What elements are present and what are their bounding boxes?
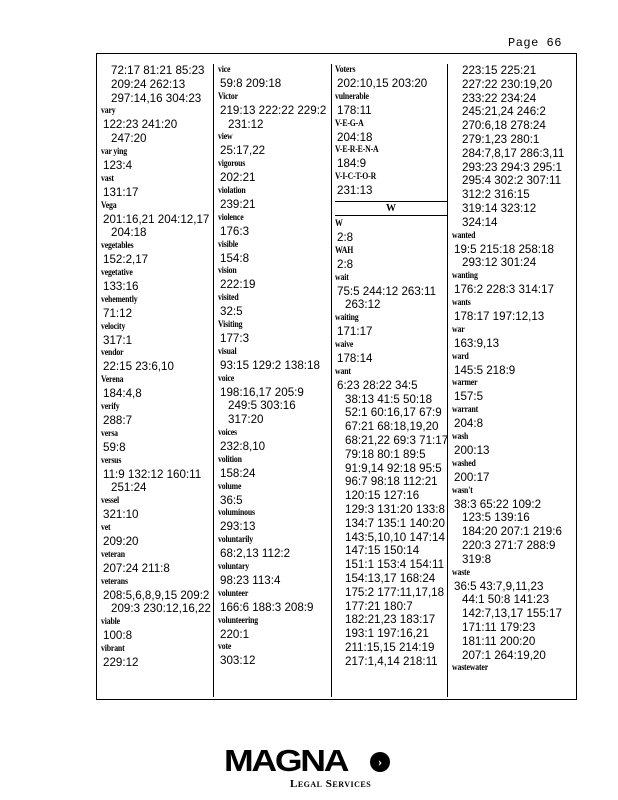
- index-word: ward: [452, 351, 469, 362]
- index-word: W: [335, 218, 343, 229]
- logo-arrow-icon: ›: [370, 752, 390, 772]
- page-line-citation: 232:8,10: [220, 439, 266, 453]
- page-line-citation: 200:17: [454, 470, 490, 484]
- index-word: vendor: [101, 348, 124, 359]
- index-word: Vega: [101, 200, 117, 211]
- index-word: WAH: [335, 245, 354, 256]
- page-line-citation: 303:12: [220, 654, 256, 668]
- page-line-citation: 154:8: [220, 251, 250, 265]
- page-line-citation: 59:8: [103, 440, 126, 454]
- index-word: viable: [101, 617, 120, 628]
- page-line-citation: 219:13 222:22 229:2: [220, 103, 327, 117]
- magna-logo: [224, 744, 394, 794]
- index-word: wanted: [452, 230, 476, 241]
- page-line-citation: 177:21 180:7: [345, 599, 413, 613]
- index-word: vulnerable: [335, 91, 369, 102]
- page-line-citation: 208:5,6,8,9,15 209:2: [103, 588, 210, 602]
- logo-wordmark: MAGNA: [224, 743, 348, 778]
- index-column-4: [452, 64, 564, 675]
- page-line-citation: 129:3 131:20 133:8: [345, 502, 445, 516]
- index-word: veteran: [101, 549, 125, 560]
- logo-subtitle: Legal Services: [290, 778, 372, 790]
- page-line-citation: 134:7 135:1 140:20: [345, 516, 445, 530]
- page-line-citation: 223:15 225:21: [462, 64, 537, 77]
- page-line-citation: 131:17: [103, 185, 139, 199]
- page-line-citation: 220:1: [220, 627, 250, 641]
- index-word: visited: [218, 293, 239, 304]
- page-line-citation: 284:7,8,17 286:3,11: [462, 146, 565, 160]
- page-line-citation: 142:7,13,17 155:17: [462, 607, 562, 621]
- page-line-citation: 251:24: [111, 481, 147, 495]
- index-word: vary: [101, 106, 116, 117]
- page-line-citation: 319:8: [462, 552, 492, 566]
- index-word: want: [335, 366, 351, 377]
- page-line-citation: 209:3 230:12,16,22: [111, 602, 211, 616]
- page-line-citation: 293:23 294:3 295:1: [462, 160, 562, 174]
- page-line-citation: 171:11 179:23: [462, 620, 536, 634]
- index-word: wants: [452, 297, 471, 308]
- index-word: visual: [218, 346, 237, 357]
- page-line-citation: 209:20: [103, 534, 139, 548]
- index-column-2: [218, 64, 330, 668]
- page-line-citation: 133:16: [103, 279, 139, 293]
- index-word: voluminous: [218, 508, 255, 519]
- index-word: volume: [218, 481, 242, 492]
- index-word: vision: [218, 266, 237, 277]
- index-word: waive: [335, 339, 354, 350]
- page-line-citation: 222:19: [220, 278, 256, 292]
- index-column-1: [101, 64, 213, 670]
- page-line-citation: 52:1 60:16,17 67:9: [345, 406, 442, 420]
- page-line-citation: 123:5 139:16: [462, 511, 530, 525]
- page-line-citation: 19:5 215:18 258:18: [454, 242, 554, 256]
- page-line-citation: 297:14,16 304:23: [111, 91, 202, 105]
- section-letter-heading: W: [335, 201, 447, 216]
- index-word: vessel: [101, 496, 120, 507]
- page-line-citation: 227:22 230:19,20: [462, 77, 553, 91]
- index-word: vehemently: [101, 294, 138, 305]
- index-word: vet: [101, 522, 111, 533]
- page-line-citation: 166:6 188:3 208:9: [220, 600, 314, 614]
- page-line-citation: 184:4,8: [103, 387, 142, 401]
- page-line-citation: 177:3: [220, 331, 250, 345]
- index-word: Visiting: [218, 319, 243, 330]
- index-word: velocity: [101, 321, 126, 332]
- page-line-citation: 151:1 153:4 154:11: [345, 558, 445, 572]
- index-word: Victor: [218, 91, 238, 102]
- index-word: violence: [218, 212, 244, 223]
- index-word: violation: [218, 185, 246, 196]
- page-line-citation: 25:17,22: [220, 144, 266, 158]
- page-line-citation: 263:12: [345, 298, 381, 312]
- page-line-citation: 231:13: [337, 184, 373, 198]
- page-line-citation: 295:4 302:2 307:11: [462, 174, 562, 188]
- page-line-citation: 98:23 113:4: [220, 573, 281, 587]
- index-word: voice: [218, 373, 235, 384]
- page-line-citation: 2:8: [337, 257, 354, 271]
- page-line-citation: 293:12 301:24: [462, 256, 537, 270]
- word-index-box: [96, 53, 577, 700]
- index-word: veterans: [101, 576, 128, 587]
- page-line-citation: 163:9,13: [454, 336, 500, 350]
- index-word: vice: [218, 65, 231, 75]
- index-word: wanting: [452, 271, 478, 282]
- page-line-citation: 75:5 244:12 263:11: [337, 284, 437, 298]
- index-word: war: [452, 324, 465, 335]
- page-line-citation: 6:23 28:22 34:5: [337, 378, 418, 392]
- page-line-citation: 158:24: [220, 466, 256, 480]
- index-word: vegetative: [101, 267, 133, 278]
- page-line-citation: 36:5: [220, 493, 243, 507]
- index-word: Voters: [335, 65, 356, 75]
- index-word: waste: [452, 567, 470, 578]
- page-line-citation: 200:13: [454, 443, 490, 457]
- page-line-citation: 249:5 303:16: [228, 399, 296, 413]
- page-line-citation: 247:20: [111, 132, 147, 146]
- page-line-citation: 91:9,14 92:18 95:5: [345, 461, 442, 475]
- page-line-citation: 72:17 81:21 85:23: [111, 64, 205, 77]
- page-line-citation: 319:14 323:12: [462, 201, 537, 215]
- page-line-citation: 143:5,10,10 147:14: [345, 530, 445, 544]
- page-line-citation: 317:20: [228, 413, 264, 427]
- index-word: wash: [452, 431, 469, 442]
- index-word: V-I-C-T-O-R: [335, 172, 377, 183]
- page-line-citation: 317:1: [103, 333, 133, 347]
- page-line-citation: 324:14: [462, 215, 498, 229]
- index-word: voices: [218, 427, 237, 438]
- index-word: view: [218, 132, 233, 143]
- page-line-citation: 176:2 228:3 314:17: [454, 283, 554, 297]
- index-word: visible: [218, 239, 239, 250]
- page-line-citation: 157:5: [454, 390, 484, 404]
- index-word: waiting: [335, 313, 359, 324]
- page-line-citation: 211:15,15 214:19: [345, 640, 435, 654]
- page-line-citation: 202:21: [220, 171, 256, 185]
- index-word: wasn't: [452, 485, 473, 496]
- index-word: V-E-G-A: [335, 118, 364, 129]
- page-line-citation: 198:16,17 205:9: [220, 385, 304, 399]
- page-line-citation: 44:1 50:8 141:23: [462, 593, 550, 607]
- page-line-citation: 2:8: [337, 230, 354, 244]
- page-line-citation: 68:2,13 112:2: [220, 547, 291, 561]
- page-line-citation: 239:21: [220, 197, 256, 211]
- page-line-citation: 11:9 132:12 160:11: [103, 467, 202, 481]
- page-line-citation: 122:23 241:20: [103, 118, 178, 132]
- page-line-citation: 182:21,23 183:17: [345, 613, 436, 627]
- page-line-citation: 38:3 65:22 109:2: [454, 497, 542, 511]
- page-line-citation: 312:2 316:15: [462, 188, 530, 202]
- page-line-citation: 207:1 264:19,20: [462, 648, 546, 662]
- index-word: versus: [101, 455, 122, 466]
- page-line-citation: 71:12: [103, 306, 133, 320]
- index-word: voluntarily: [218, 535, 253, 546]
- page-line-citation: 201:16,21 204:12,17: [103, 212, 210, 226]
- page-line-citation: 59:8 209:18: [220, 77, 282, 90]
- page-line-citation: 321:10: [103, 508, 139, 522]
- page-line-citation: 245:21,24 246:2: [462, 105, 546, 119]
- column-divider: [213, 64, 214, 697]
- page-line-citation: 184:9: [337, 157, 367, 171]
- page-line-citation: 67:21 68:18,19,20: [345, 420, 439, 434]
- page-line-citation: 209:24 262:13: [111, 77, 186, 91]
- page-line-citation: 120:15 127:16: [345, 489, 420, 503]
- page-line-citation: 100:8: [103, 629, 133, 643]
- page-line-citation: 181:11 200:20: [462, 634, 536, 648]
- page-line-citation: 204:18: [337, 130, 373, 144]
- page-line-citation: 178:17 197:12,13: [454, 309, 545, 323]
- index-word: vibrant: [101, 643, 125, 654]
- index-word: warrant: [452, 405, 479, 416]
- page-line-citation: 68:21,22 69:3 71:17: [345, 433, 449, 447]
- page-line-citation: 184:20 207:1 219:6: [462, 525, 562, 539]
- page-line-citation: 176:3: [220, 224, 250, 238]
- page-line-citation: 79:18 80:1 89:5: [345, 447, 426, 461]
- page-line-citation: 123:4: [103, 158, 133, 172]
- page-line-citation: 93:15 129:2 138:18: [220, 358, 320, 372]
- page-line-citation: 204:18: [111, 226, 147, 240]
- page-line-citation: 229:12: [103, 655, 139, 669]
- index-word: Verena: [101, 375, 124, 386]
- index-word: var ying: [101, 146, 128, 157]
- page-line-citation: 279:1,23 280:1: [462, 132, 540, 146]
- index-word: vigorous: [218, 159, 246, 170]
- index-word: washed: [452, 458, 476, 469]
- index-word: volunteering: [218, 615, 259, 626]
- page-line-citation: 270:6,18 278:24: [462, 119, 546, 133]
- page-line-citation: 22:15 23:6,10: [103, 360, 174, 374]
- page-line-citation: 193:1 197:16,21: [345, 627, 429, 641]
- page-line-citation: 154:13,17 168:24: [345, 571, 436, 585]
- page-line-citation: 96:7 98:18 112:21: [345, 475, 438, 489]
- index-word: vegetables: [101, 241, 134, 252]
- page-line-citation: 178:14: [337, 351, 373, 365]
- index-word: V-E-R-E-N-A: [335, 145, 379, 156]
- page-line-citation: 231:12: [228, 117, 264, 131]
- page-line-citation: 38:13 41:5 50:18: [345, 392, 433, 406]
- page-line-citation: 171:17: [337, 325, 373, 339]
- page-line-citation: 220:3 271:7 288:9: [462, 538, 556, 552]
- index-column-3: [335, 64, 447, 669]
- page-line-citation: 175:2 177:11,17,18: [345, 585, 445, 599]
- page-line-citation: 178:11: [337, 103, 372, 117]
- index-word: volunteer: [218, 588, 249, 599]
- column-divider: [331, 64, 332, 697]
- page-line-citation: 204:8: [454, 417, 484, 431]
- page-line-citation: 145:5 218:9: [454, 363, 516, 377]
- page-line-citation: 288:7: [103, 413, 133, 427]
- index-word: vote: [218, 642, 232, 653]
- page-line-citation: 202:10,15 203:20: [337, 77, 428, 90]
- page-line-citation: 152:2,17: [103, 253, 149, 267]
- index-word: verify: [101, 401, 120, 412]
- page-line-citation: 293:13: [220, 520, 256, 534]
- index-word: volition: [218, 454, 242, 465]
- page-line-citation: 217:1,4,14 218:11: [345, 654, 438, 668]
- page-line-citation: 32:5: [220, 305, 243, 319]
- page-number: Page 66: [508, 36, 562, 50]
- page-line-citation: 147:15 150:14: [345, 544, 420, 558]
- index-word: wastewater: [452, 663, 489, 674]
- page-line-citation: 36:5 43:7,9,11,23: [454, 579, 544, 593]
- page-line-citation: 207:24 211:8: [103, 561, 170, 575]
- index-word: wait: [335, 272, 349, 283]
- index-word: vast: [101, 173, 114, 184]
- index-word: voluntary: [218, 561, 249, 572]
- page-line-citation: 233:22 234:24: [462, 91, 537, 105]
- index-word: versa: [101, 428, 118, 439]
- column-divider: [447, 64, 448, 697]
- index-word: warmer: [452, 378, 478, 389]
